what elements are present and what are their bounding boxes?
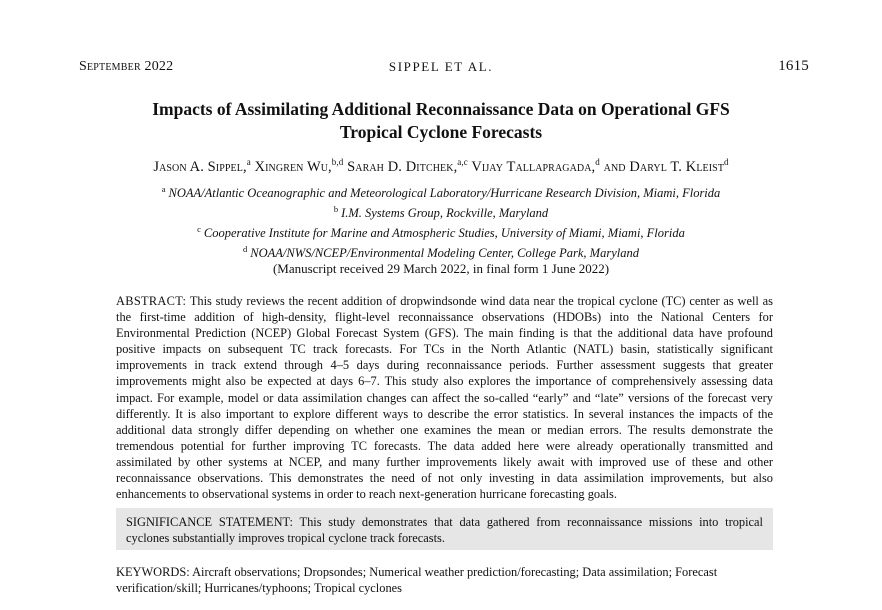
author-name: Sarah D. Ditchek,: [347, 158, 458, 175]
affiliation-line: [0, 201, 882, 221]
author-name: and Daryl T. Kleist: [603, 158, 725, 175]
keywords-text: Aircraft observations; Dropsondes; Numerical weather prediction/forecasting; Data assimilation; Forecast verification/skill; Hurricanes/typhoons; Tropical cyclones: [116, 565, 718, 596]
affiliation-mark: c: [197, 224, 201, 235]
author-name: Xingren Wu,: [254, 158, 332, 175]
affiliation-line: [0, 181, 882, 201]
author-name: Vijay Tallapragada,: [471, 158, 596, 175]
abstract: [116, 293, 773, 502]
affiliation-text: I.M. Systems Group, Rockville, Maryland: [341, 206, 549, 221]
affiliation-mark: b: [333, 204, 339, 215]
significance-label: SIGNIFICANCE STATEMENT:: [126, 515, 293, 529]
affiliation-text: Cooperative Institute for Marine and Atmospheric Studies, University of Miami, Miami, Florida: [203, 226, 685, 241]
significance-statement-box: [116, 508, 773, 550]
abstract-label: ABSTRACT:: [116, 294, 187, 308]
affiliation-line: [0, 221, 882, 241]
affiliation-mark: d: [243, 244, 248, 255]
affiliation-text: NOAA/Atlantic Oceanographic and Meteorological Laboratory/Hurricane Research Division, Miami, Florida: [168, 186, 721, 201]
keywords-label: KEYWORDS:: [116, 565, 190, 579]
author-affil-mark: a,c: [457, 157, 468, 167]
page-number: 1615: [778, 58, 809, 74]
running-head-date: September 2022: [79, 59, 174, 74]
paper-title-line-1: Impacts of Assimilating Additional Reconnaissance Data on Operational GFS: [152, 99, 730, 119]
paper-title-line-2: Tropical Cyclone Forecasts: [339, 122, 543, 142]
abstract-text: This study reviews the recent addition of dropwindsonde wind data near the tropical cyclone (TC) center as well as the first-time addition of high-density, flight-level reconnaissance observations (HDOBs) into the National Centers for Environmental Prediction (NCEP) Global Forecast System (GFS). The main finding is that the additional data have profound positive impacts on subsequent TC track forecasts. For TCs in the North Atlantic (NATL) basin, statistically significant improvements in track extend through 4–5 days during reconnaissance periods. Further assessment suggests that greater improvements might also be expected at days 6–7. This study also explores the importance of comprehensively assessing data impact. For example, model or data assimilation changes can affect the so-called “early” and “late” versions of the forecast very differently. It is also important to explore different ways to describe the error statistics. In several instances the impacts of the additional data strongly differ depending on whether one examines the mean or median errors. The results demonstrate the tremendous potential for further improving TC forecasts. The data added here were already operationally transmitted and assimilated by other systems at NCEP, and many further improvements likely await with improved use of these and other reconnaissance observations. This demonstrates the need of not only investing in data assimilation improvements, but also enhancements to observational systems in order to reach next-generation hurricane forecasting goals.: [116, 294, 774, 502]
affiliation-line: [0, 241, 882, 261]
keywords: [116, 564, 773, 597]
affiliation-list: [0, 181, 882, 262]
author-name: Jason A. Sippel,: [153, 158, 247, 175]
affiliation-text: NOAA/NWS/NCEP/Environmental Modeling Center, College Park, Maryland: [250, 246, 639, 261]
manuscript-dates: (Manuscript received 29 March 2022, in final form 1 June 2022): [272, 261, 610, 276]
author-affil-mark: d: [724, 157, 729, 167]
paper-title: [0, 98, 882, 144]
running-head-title: SIPPEL ET AL.: [388, 59, 494, 74]
author-affil-mark: b,d: [331, 157, 344, 167]
affiliation-mark: a: [161, 184, 166, 194]
author-affil-mark: d: [595, 157, 600, 167]
significance-text: This study demonstrates that data gathered from reconnaissance missions into tropical cyclones substantially improves tropical cyclone track forecasts.: [126, 515, 763, 546]
author-affil-mark: a: [246, 157, 251, 167]
author-list: [0, 157, 882, 176]
